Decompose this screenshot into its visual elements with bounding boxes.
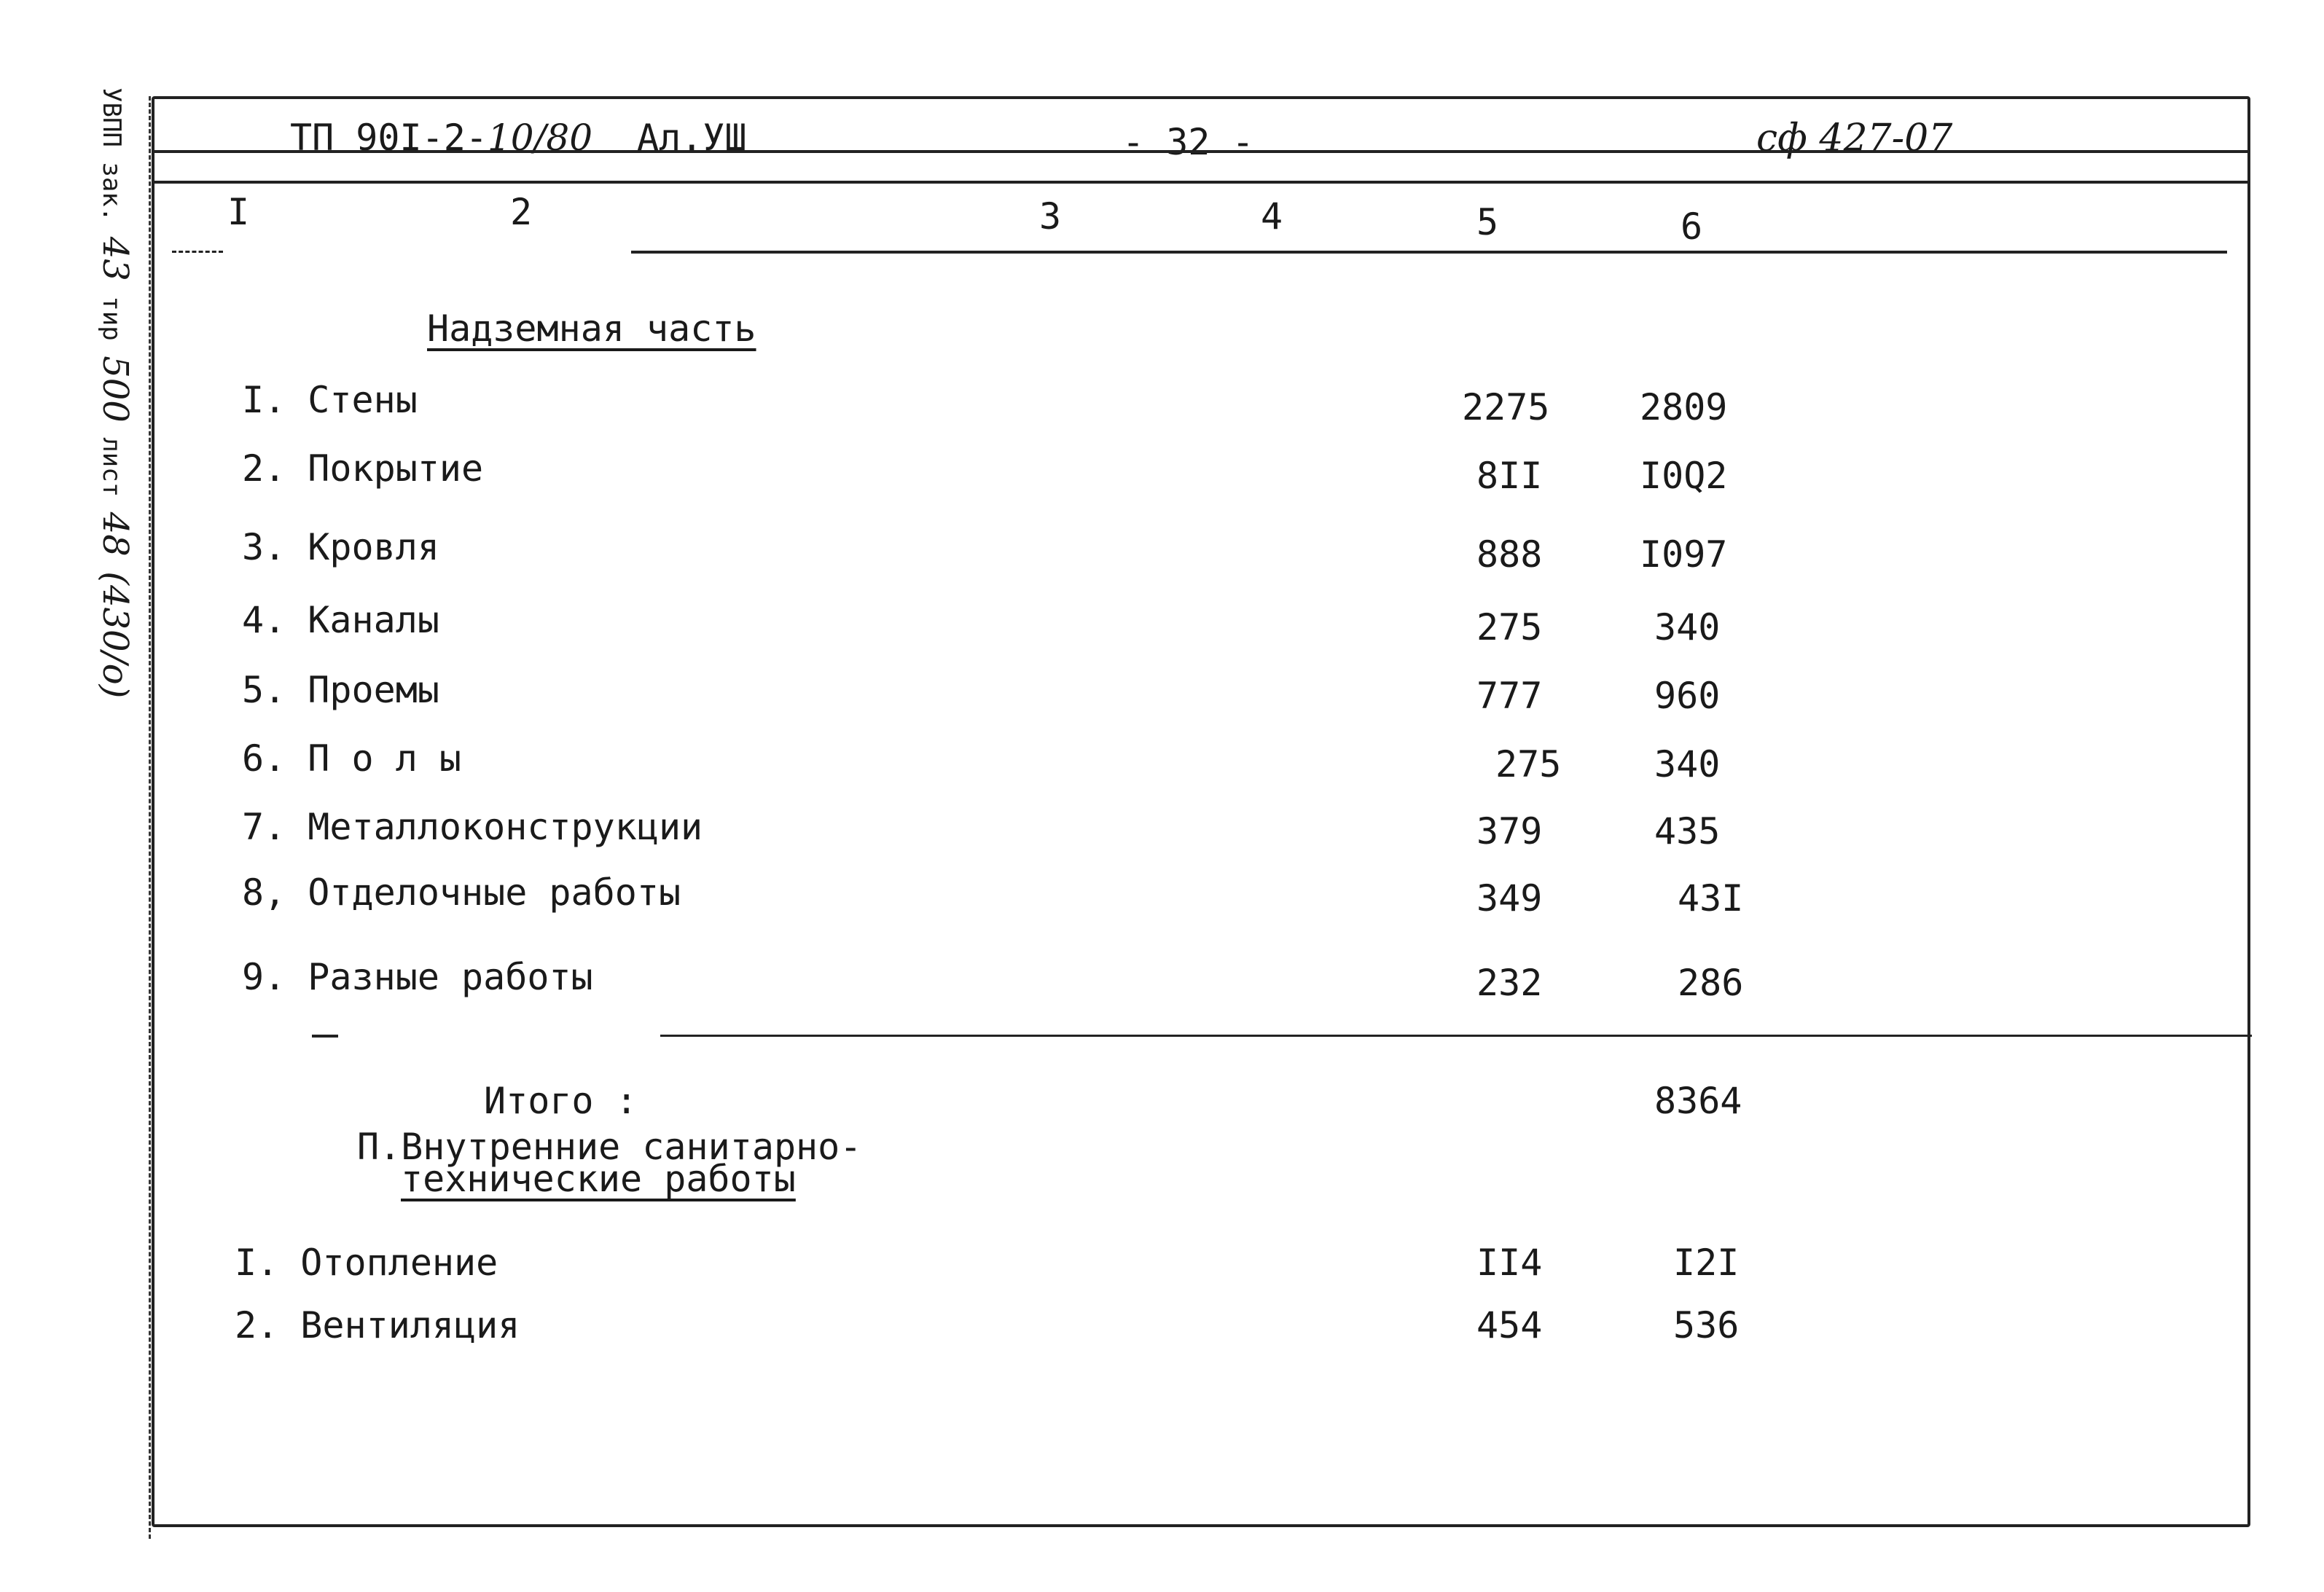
stamp-sheet-handwritten: 48	[95, 511, 136, 557]
header-rule	[152, 150, 2247, 153]
stamp-mid-label: тир	[97, 296, 126, 341]
row-col6: 536	[1673, 1304, 1740, 1346]
column-3-header: 3	[1039, 195, 1062, 238]
row-col6: I2I	[1673, 1242, 1740, 1284]
row-col5: 379	[1476, 810, 1543, 852]
side-stamp	[95, 87, 136, 743]
row-col5: 2275	[1462, 386, 1550, 428]
section-2-title-line2: технические работы	[401, 1158, 796, 1200]
row-name: I. Стены	[242, 379, 418, 421]
row-col6: 340	[1654, 743, 1721, 785]
row-name: I. Отопление	[235, 1242, 498, 1284]
row-name: 8, Отделочные работы	[242, 871, 681, 914]
total-value: 8364	[1654, 1080, 1742, 1122]
row-name: 4. Каналы	[242, 599, 439, 641]
row-col6: 2809	[1640, 386, 1728, 428]
row-name: 2. Вентиляция	[235, 1304, 520, 1346]
column-header-top-rule	[152, 181, 2247, 184]
row-col6: 286	[1678, 962, 1744, 1004]
total-rule-left	[312, 1035, 338, 1038]
row-col5: 8II	[1476, 455, 1543, 497]
column-2-header: 2	[510, 191, 533, 233]
stamp-extra-handwritten: (430/о)	[95, 571, 136, 699]
section-2-title-line1: П.Внутренние санитарно-	[357, 1126, 862, 1168]
row-col6: 960	[1654, 675, 1721, 717]
column-header-rule-left	[172, 251, 223, 253]
section-2-title	[357, 1126, 862, 1200]
stamp-end-label: лист	[97, 437, 126, 498]
column-header-bottom-rule	[631, 251, 2227, 254]
stamp-order-handwritten: 43	[95, 236, 136, 281]
section-1-title: Надземная часть	[427, 307, 756, 350]
row-name: 6. П о л ы	[242, 737, 462, 780]
total-rule	[660, 1035, 2252, 1037]
total-label: Итого :	[484, 1080, 638, 1122]
doc-code-handwritten: 10/80	[487, 117, 593, 159]
row-col5: 888	[1476, 533, 1543, 576]
column-1-header: I	[227, 191, 250, 233]
row-col6: 43I	[1678, 877, 1744, 919]
column-6-header: 6	[1681, 205, 1703, 248]
row-col5: 777	[1476, 675, 1543, 717]
row-col5: 275	[1495, 743, 1562, 785]
row-col6: I0Q2	[1640, 455, 1728, 497]
doc-code-printed: ТП 90I-2-	[290, 117, 488, 159]
row-col6: 340	[1654, 606, 1721, 648]
column-5-header: 5	[1476, 201, 1499, 243]
stamp-label: УВПП зак.	[97, 87, 126, 222]
row-col5: 275	[1476, 606, 1543, 648]
row-col5: 349	[1476, 877, 1543, 919]
row-name: 7. Металлоконструкции	[242, 806, 703, 848]
page-number: - 32 -	[1122, 121, 1254, 163]
row-name: 3. Кровля	[242, 526, 439, 568]
stamp-copies-handwritten: 500	[95, 356, 136, 423]
column-4-header: 4	[1261, 195, 1283, 238]
reference-handwritten: сф 427-07	[1756, 117, 1953, 160]
row-name: 9. Разные работы	[242, 956, 593, 998]
row-col6: I097	[1640, 533, 1728, 576]
binding-margin-line	[149, 96, 151, 1539]
row-col5: 232	[1476, 962, 1543, 1004]
row-name: 5. Проемы	[242, 669, 439, 711]
album-number: Ал.УШ	[637, 117, 747, 159]
row-col6: 435	[1654, 810, 1721, 852]
row-name: 2. Покрытие	[242, 447, 484, 490]
row-col5: II4	[1476, 1242, 1543, 1284]
row-col5: 454	[1476, 1304, 1543, 1346]
